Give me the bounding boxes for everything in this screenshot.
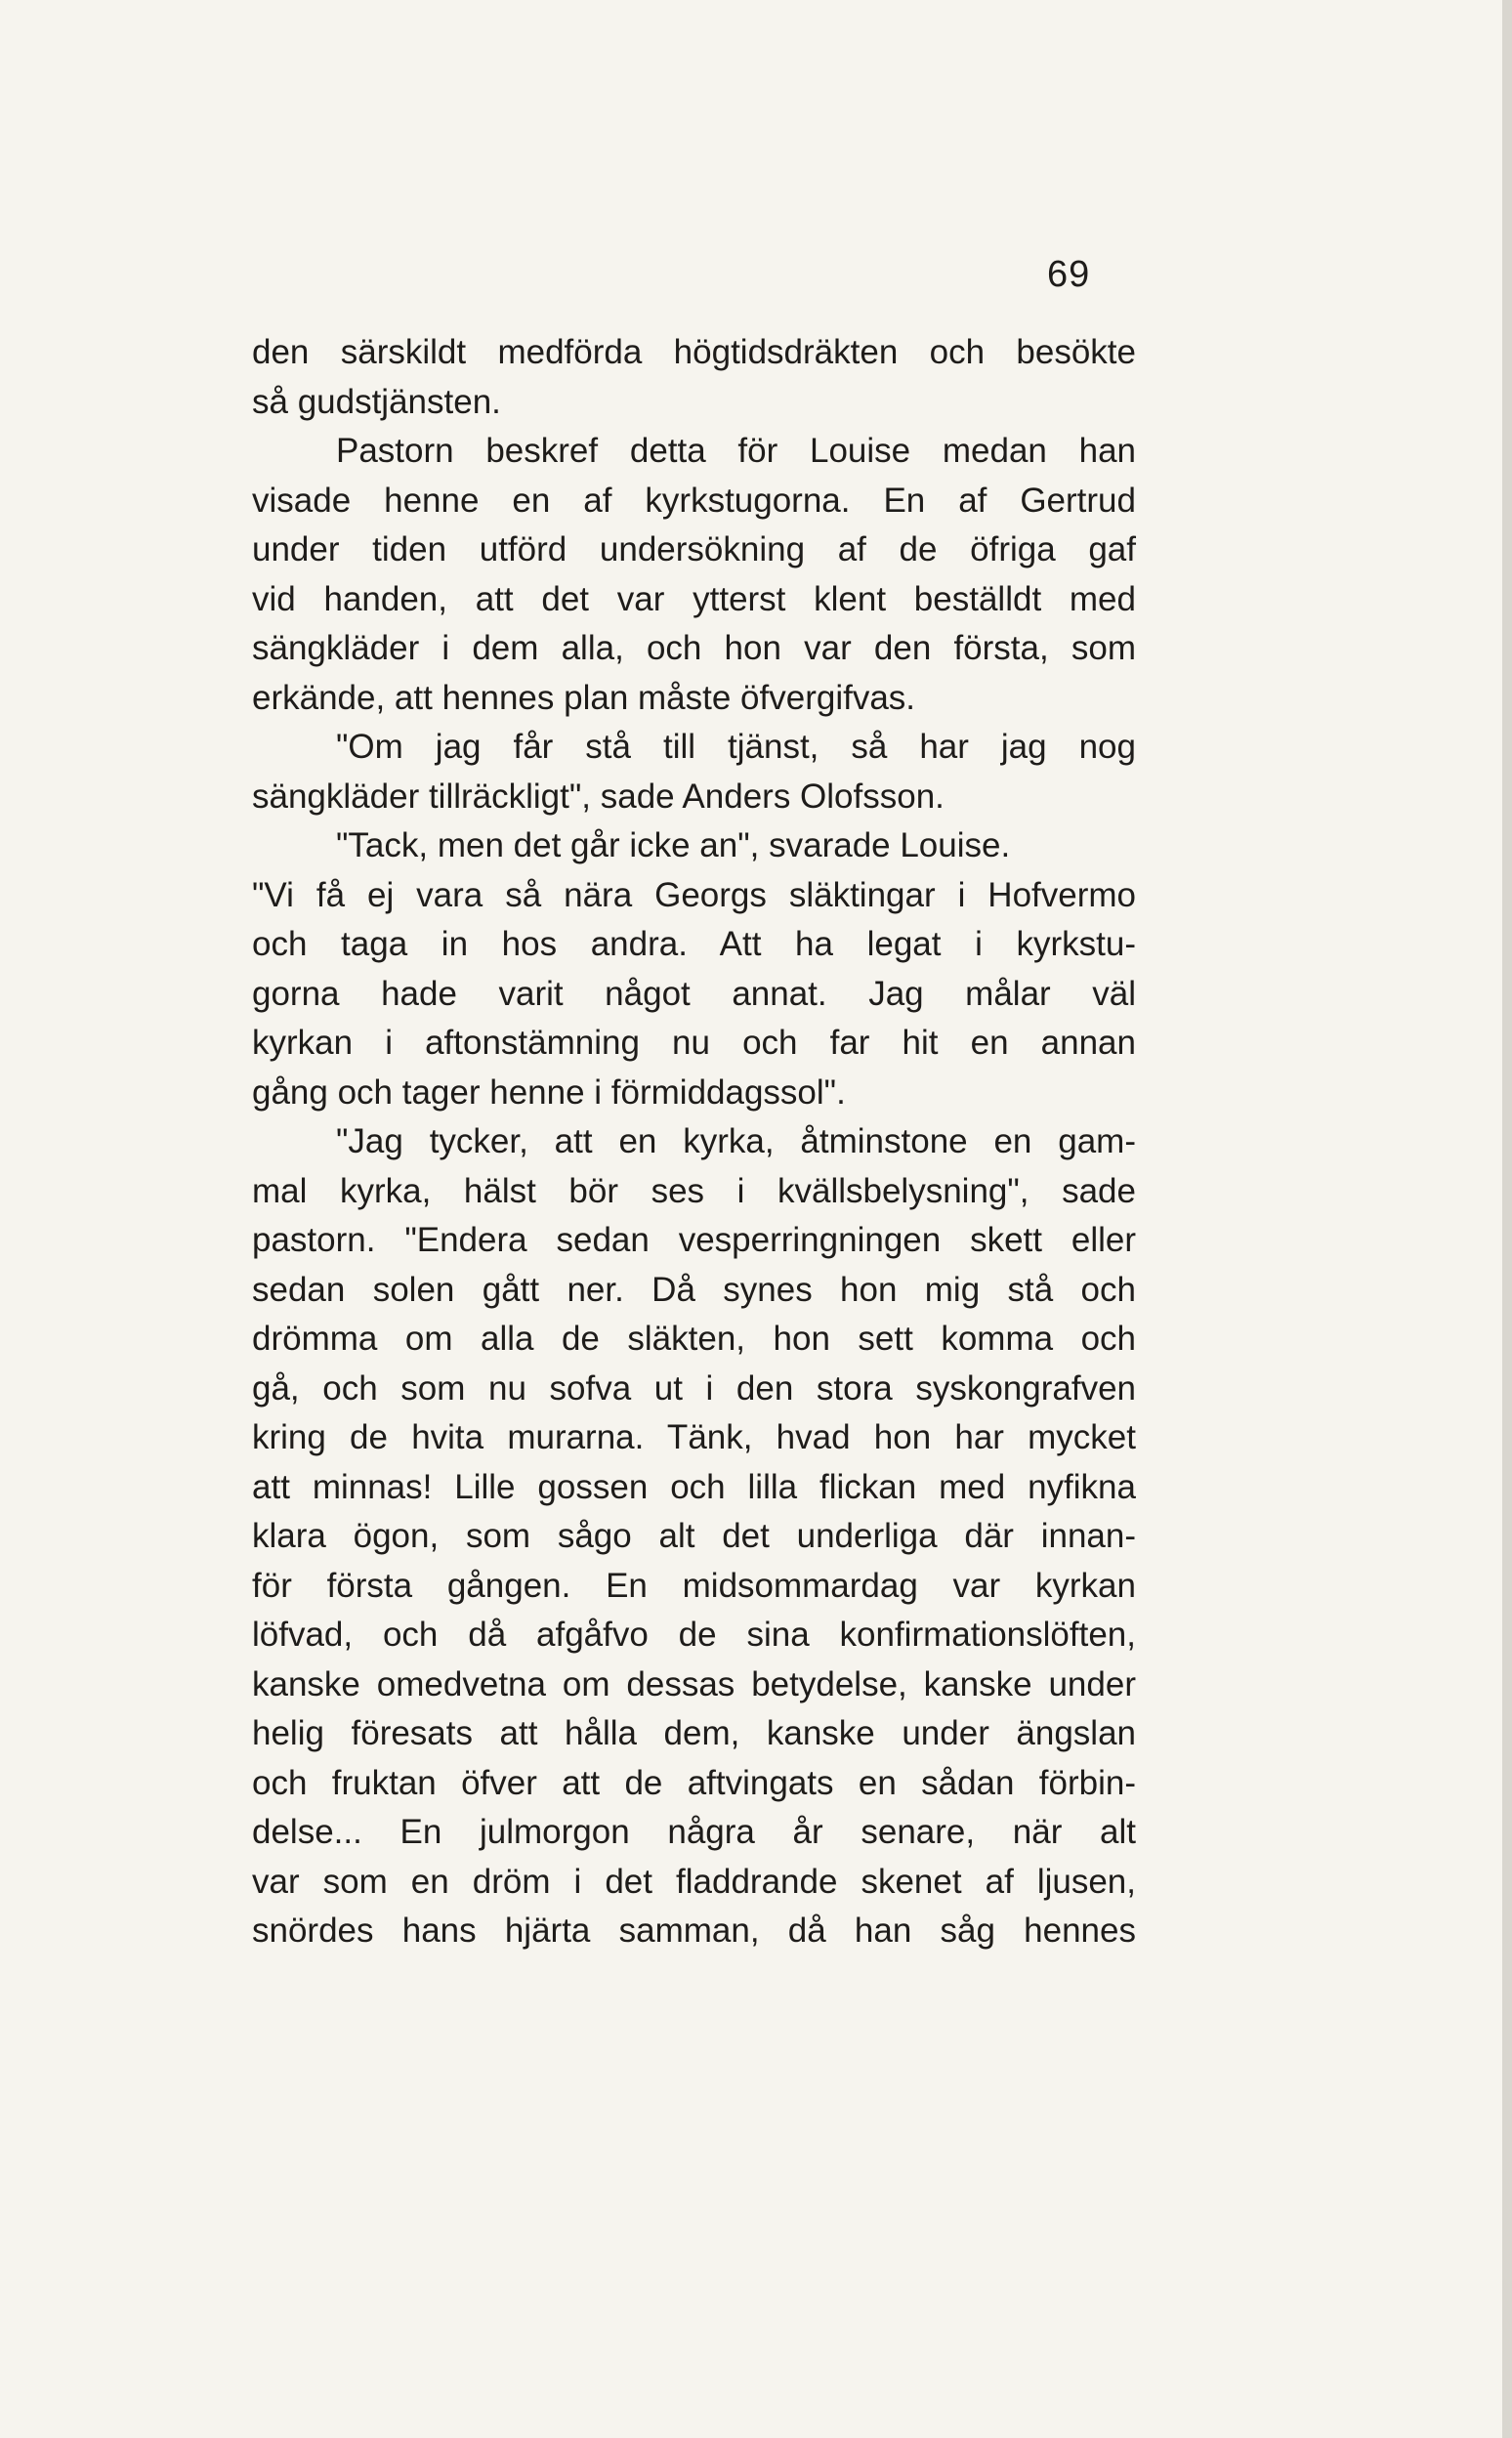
text-line: under tiden utförd undersökning af de öfriga gaf [252, 530, 1136, 568]
text-line: kanske omedvetna om dessas betydelse, kanske under [252, 1664, 1136, 1703]
text-line: för första gången. En midsommardag var kyrkan [252, 1566, 1136, 1605]
body-text [252, 328, 1136, 1956]
text-line: så gudstjänsten. [252, 382, 501, 421]
text-line: drömma om alla de släkten, hon sett komma och [252, 1320, 1136, 1358]
text-line: "Jag tycker, att en kyrka, åtminstone en gam- [336, 1122, 1136, 1160]
text-line: att minnas! Lille gossen och lilla flickan med nyfikna [252, 1467, 1136, 1506]
text-line: "Om jag får stå till tjänst, så har jag nog [336, 728, 1136, 766]
text-line: sängkläder i dem alla, och hon var den första, som [252, 629, 1136, 667]
page-edge [1502, 0, 1512, 2438]
text-line: sängkläder tillräckligt", sade Anders Olofsson. [252, 777, 945, 816]
text-line: och fruktan öfver att de aftvingats en sådan förbin- [252, 1763, 1136, 1802]
text-line: sedan solen gått ner. Då synes hon mig stå och [252, 1270, 1136, 1309]
text-line: gång och tager henne i förmiddagssol". [252, 1072, 846, 1112]
text-line: gå, och som nu sofva ut i den stora syskongrafven [252, 1368, 1136, 1408]
text-line: helig föresats att hålla dem, kanske under ängslan [252, 1714, 1136, 1752]
text-line: visade henne en af kyrkstugorna. En af Gertrud [252, 481, 1136, 520]
text-line: Pastorn beskref detta för Louise medan han [336, 432, 1136, 470]
page-number: 69 [1047, 254, 1091, 295]
text-line: mal kyrka, hälst bör ses i kvällsbelysning", sade [252, 1171, 1136, 1210]
text-line: pastorn. "Endera sedan vesperringningen skett eller [252, 1221, 1136, 1259]
text-line: snördes hans hjärta samman, då han såg hennes [252, 1912, 1136, 1950]
text-line: "Vi få ej vara så nära Georgs släktingar i Hofvermo [252, 875, 1136, 914]
text-line: delse... En julmorgon några år senare, när alt [252, 1813, 1136, 1851]
text-line: den särskildt medförda högtidsdräkten och besökte [252, 333, 1136, 371]
text-line: kyrkan i aftonstämning nu och far hit en annan [252, 1024, 1136, 1062]
text-line: erkände, att hennes plan måste öfvergifvas. [252, 678, 916, 717]
text-line: "Tack, men det går icke an", svarade Louise. [336, 826, 1011, 864]
text-line: gorna hade varit något annat. Jag målar väl [252, 974, 1136, 1013]
text-line: kring de hvita murarna. Tänk, hvad hon har mycket [252, 1418, 1136, 1456]
text-line: vid handen, att det var ytterst klent beställdt med [252, 579, 1136, 618]
text-line: och taga in hos andra. Att ha legat i kyrkstu- [252, 925, 1136, 963]
text-line: var som en dröm i det fladdrande skenet af ljusen, [252, 1862, 1136, 1901]
text-line: löfvad, och då afgåfvo de sina konfirmationslöften, [252, 1616, 1136, 1654]
text-line: klara ögon, som sågo alt det underliga där innan- [252, 1517, 1136, 1555]
